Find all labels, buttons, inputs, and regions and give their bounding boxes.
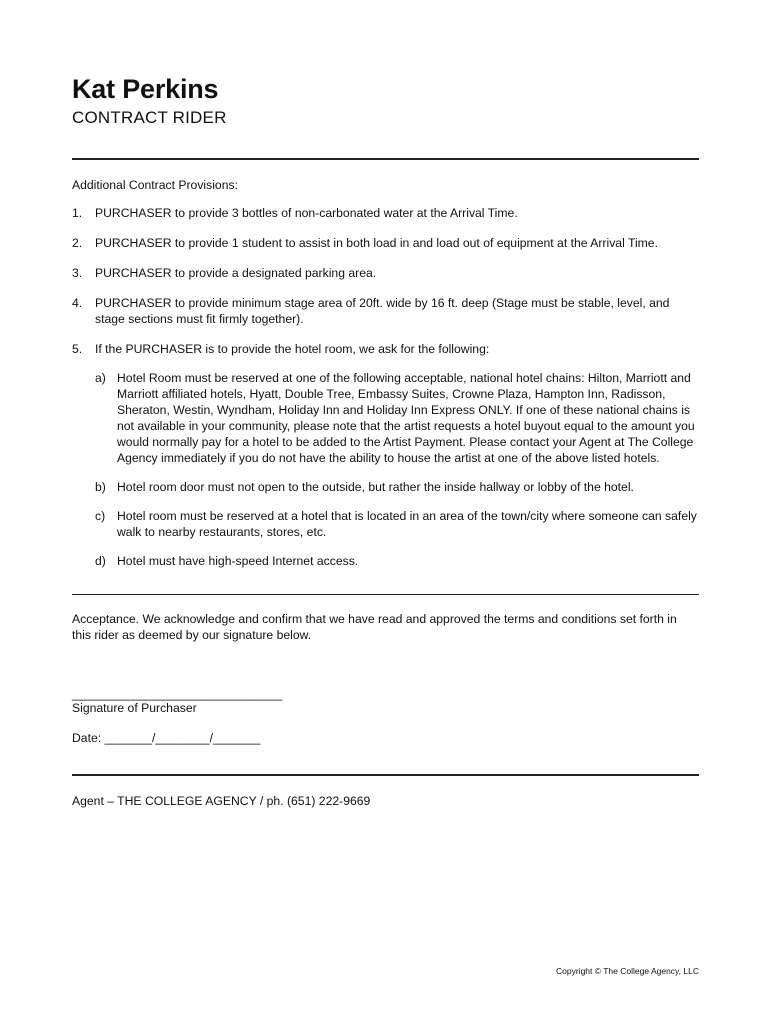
provision-item [72,235,699,251]
acceptance-statement: Acceptance. We acknowledge and confirm that we have read and approved the terms and conditions set forth in this rider as deemed by our signature below. [72,612,677,642]
divider-bottom [72,774,699,776]
page-subtitle: CONTRACT RIDER [72,108,227,127]
provision-number: 3. [72,266,83,280]
signature-line[interactable]: _______________________________ [72,687,283,701]
hotel-requirement-item [95,479,699,495]
provision-number: 1. [72,206,83,220]
date-field[interactable]: Date: _______/________/_______ [72,731,261,745]
agent-contact: Agent – THE COLLEGE AGENCY / ph. (651) 222-9669 [72,794,371,808]
hotel-requirement-text: Hotel Room must be reserved at one of the following acceptable, national hotel chains: Hilton, Marriott and Marriott affiliated hotels, Hyatt, Double Tree, Embassy Suites, Crowne Plaza, Hampton Inn, Radisson, Sheraton, Westin, Wyndham, Holiday Inn and Holiday Inn Express ONLY. If one of these national chains is not available in your community, please note that the artist requests a hotel buyout equal to the amount you would normally pay for a hotel to be added to the Artist Payment. Please contact your Agent at The College Agency immediately if you do not have the ability to house the artist at one of the above listed hotels. [117,371,695,465]
provisions-list [72,205,699,583]
provision-item [72,295,699,327]
hotel-requirement-text: Hotel room must be reserved at a hotel that is located in an area of the town/city where someone can safely walk to nearby restaurants, stores, etc. [117,509,697,539]
hotel-requirements-list [95,370,699,569]
provision-text: PURCHASER to provide 1 student to assist in both load in and load out of equipment at the Arrival Time. [95,236,658,250]
provision-item [72,341,699,569]
provision-number: 4. [72,296,83,310]
provision-text: PURCHASER to provide a designated parking area. [95,266,377,280]
hotel-requirement-letter: a) [95,371,106,385]
divider-top [72,158,699,160]
signature-label: Signature of Purchaser [72,701,197,715]
hotel-requirement-item [95,553,699,569]
provision-text: PURCHASER to provide 3 bottles of non-carbonated water at the Arrival Time. [95,206,518,220]
hotel-requirement-item [95,370,699,466]
provisions-intro: Additional Contract Provisions: [72,178,238,192]
hotel-requirement-letter: b) [95,480,106,494]
provision-number: 5. [72,342,83,356]
hotel-requirement-letter: d) [95,554,106,568]
page-title: Kat Perkins [72,74,219,104]
provision-text: If the PURCHASER is to provide the hotel room, we ask for the following: [95,342,490,356]
copyright-notice: Copyright © The College Agency, LLC [556,966,699,976]
provision-text: PURCHASER to provide minimum stage area of 20ft. wide by 16 ft. deep (Stage must be stable, level, and stage sections must fit firmly together). [95,296,670,326]
hotel-requirement-item [95,508,699,540]
hotel-requirement-text: Hotel room door must not open to the outside, but rather the inside hallway or lobby of the hotel. [117,480,634,494]
hotel-requirement-text: Hotel must have high-speed Internet access. [117,554,359,568]
provision-item [72,205,699,221]
provision-item [72,265,699,281]
provision-number: 2. [72,236,83,250]
hotel-requirement-letter: c) [95,509,106,523]
divider-middle [72,594,699,595]
